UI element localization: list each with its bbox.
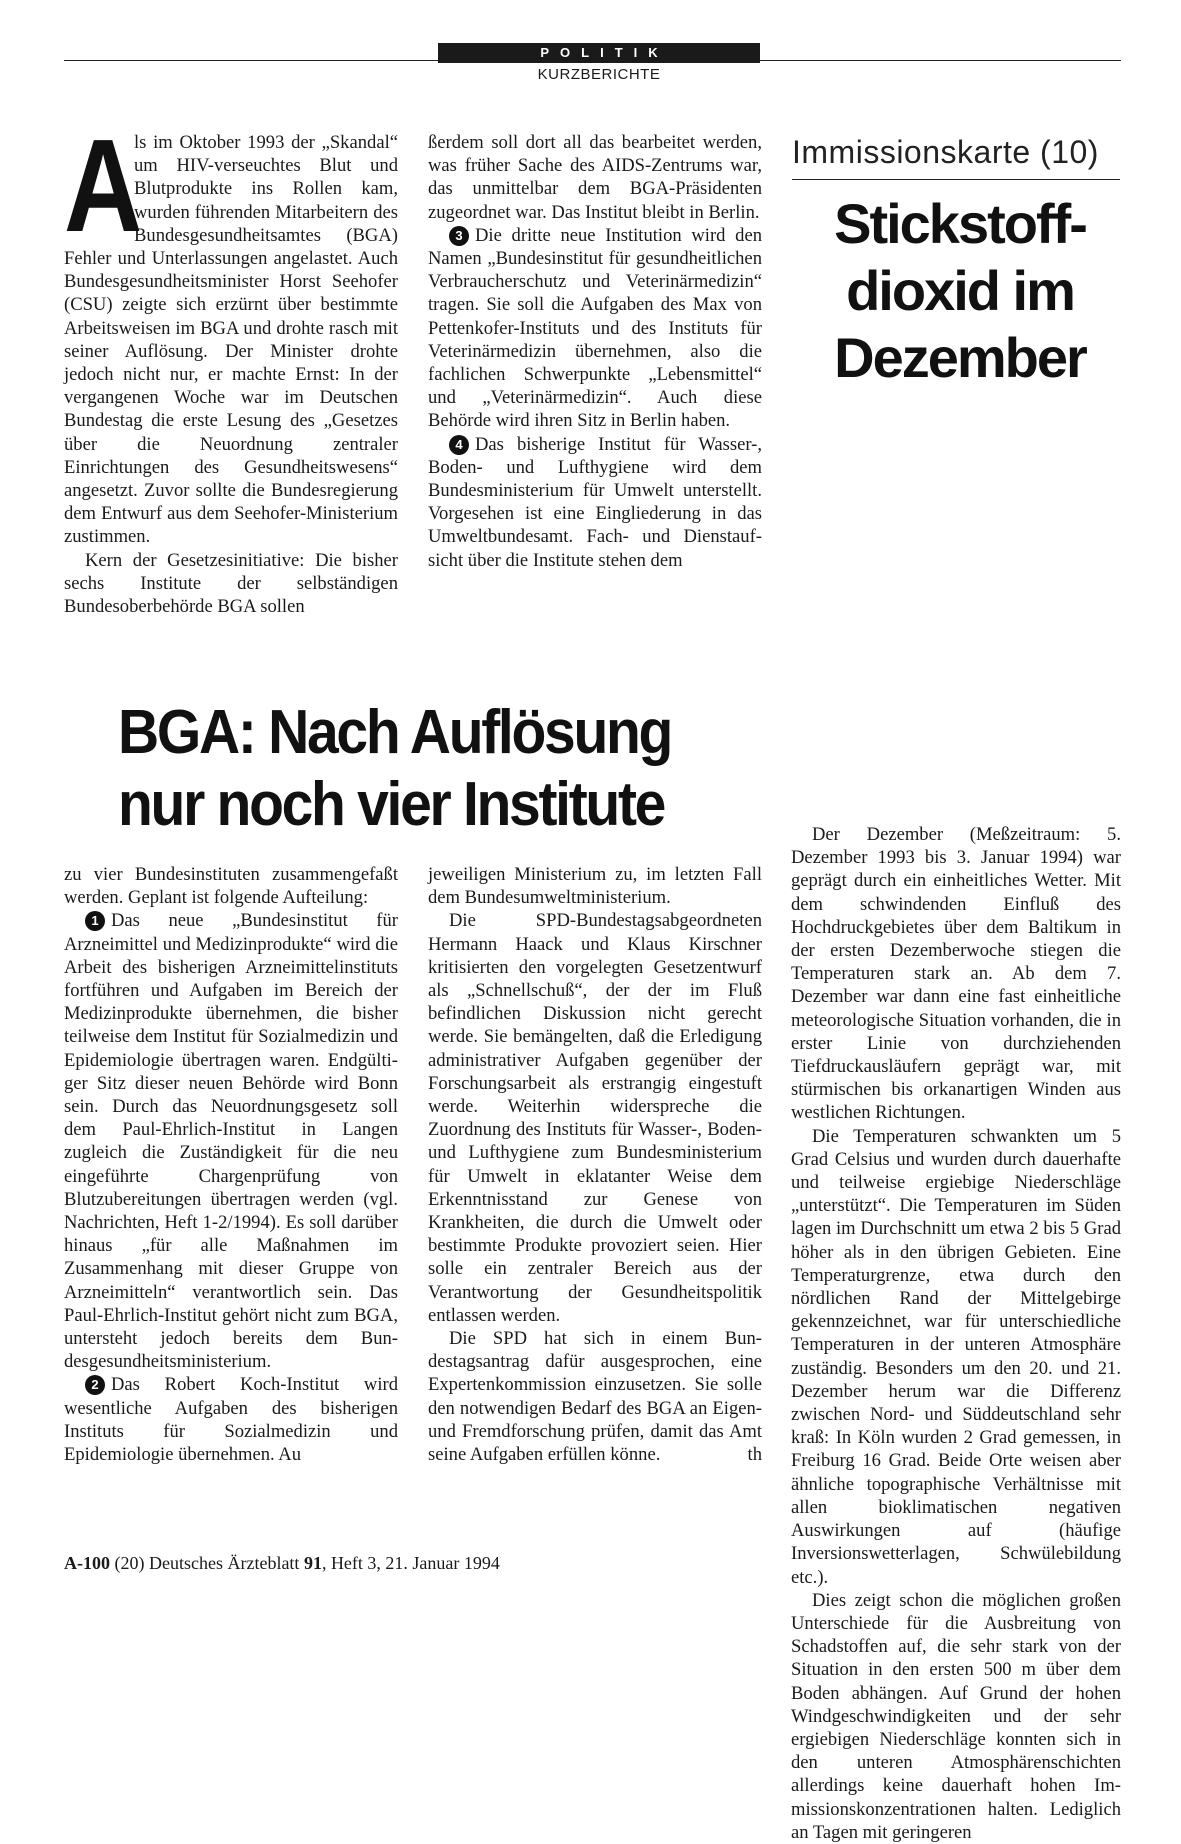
number-4-icon: 4 — [449, 435, 469, 455]
footer-publication: (20) Deutsches Ärzteblatt — [114, 1553, 300, 1573]
article-paragraph: Das Robert Koch-Institut wird wesentliche Aufgaben des bisherigen Instituts für Sozialmedizin und Epidemiologie übernehmen. Au — [64, 1374, 398, 1466]
page-number: A-100 — [64, 1553, 110, 1573]
article-paragraph: ls im Oktober 1993 der „Skandal“ um HIV-verseuchtes Blut und Blutprodukte ins Rollen kam, wurden führenden Mitarbeitern des Bundesgesundheitsamtes (BGA) Fehler und Unterlassungen angelastet. Auch Bundesgesundheitsminister Horst Seehofer (CSU) zeigte sich erzürnt über bestimmte Arbeitsweisen im BGA und drohte rasch mit seiner Auflösung. Der Minister drohte jedoch nicht nur, er machte Ernst: In der vergangenen Woche war im Deutschen Bundestag die erste Lesung des „Gesetzes über die Neuordnung zentraler Einrichtungen des Gesundheitswesens“ angesetzt. Zuvor sollte die Bundesregierung dem Entwurf aus dem Seehofer-Ministerium zustimmen. — [64, 132, 398, 548]
number-3-icon: 3 — [449, 226, 469, 246]
sidebar-paragraph: Dies zeigt schon die möglichen großen Unterschiede für die Ausbreitung von Schadstoffen auf, die sehr stark von der Situation in den ersten 500 m über dem Boden abhängen. Auf Grund der hohen Windgeschwindigkeiten und der sehr ergiebigen Niederschläge konnten sich in den unteren Atmosphärenschichten allerdings keine dauerhaft hohen Immissionskonzentrationen halten. Lediglich an Tagen mit geringeren — [791, 1589, 1121, 1843]
sidebar-headline-line-1: Stickstoff- — [834, 192, 1086, 255]
sidebar-column — [791, 823, 1121, 1844]
article-paragraph: jeweiligen Ministerium zu, im letzten Fall dem Bundesumweltministerium. — [428, 864, 762, 909]
article-paragraph: Die SPD-Bundestagsabgeordneten Hermann Haack und Klaus Kirschner kritisierten den vorgelegten Gesetzentwurf als „Schnellschuß“, der der im Fluß befindlichen Diskussion nicht gerecht werde. Sie bemängelten, daß die Erledigung administrativer Aufgaben gegenüber der Forschungsarbeit als erstrangig eingestuft werde. Weiterhin widerspreche die Zuordnung des Instituts für Wasser-, Boden- und Lufthygiene zum Bundesministerium für Umwelt in eklatanter Weise dem Erkenntnisstand zur Genese von Krankheiten, die durch die Umwelt oder bestimmte Produkte provoziert seien. Hier solle ein zentraler Bereich aus der Verantwortung der Gesundheitspolitik entlassen werden. — [428, 910, 762, 1326]
drop-cap: A — [64, 112, 143, 259]
article-paragraph: Das bisherige Institut für Wasser-, Boden- und Lufthygiene wird dem Bundesministerium für Umwelt unterstellt. Vorgesehen ist eine Eingliederung in das Umweltbundesamt. Fach- und Dienstaufsicht über die Institute stehen dem — [428, 433, 762, 571]
sidebar-headline — [790, 190, 1130, 391]
sidebar-paragraph: Der Dezember (Meßzeitraum: 5. Dezember 1993 bis 3. Januar 1994) war geprägt durch ein einheitliches Wetter. Mit dem schwindenden Einfluß des Hochdruckgebietes über dem Baltikum in der ersten Dezemberwoche stiegen die Temperaturen stark an. Ab dem 7. Dezember war dann eine fast einheitliche meteorologische Situation vorhanden, die in erster Linie von durchziehenden Tiefdruckausläufern geprägt war, mit stürmischen bis orkanartigen Winden aus westlichen Richtungen. — [791, 824, 1121, 1124]
subsection-label: KURZBERICHTE — [537, 66, 661, 83]
headline-line-2: nur noch vier Institute — [118, 770, 665, 839]
sidebar-kicker-rule — [792, 179, 1120, 180]
author-signature: th — [747, 1444, 762, 1466]
footer-issue-date: , Heft 3, 21. Januar 1994 — [321, 1553, 500, 1573]
article-column-2-bottom — [428, 863, 762, 1466]
footer-volume: 91 — [303, 1553, 322, 1573]
article-column-1-top — [64, 112, 398, 618]
article-column-1-bottom — [64, 863, 398, 1466]
number-1-icon: 1 — [85, 911, 105, 931]
article-paragraph: Das neue „Bundesinstitut für Arzneimittel und Medizinprodukte“ wird die Arbeit des bisherigen Arzneimittelinstituts fortführen und Aufgaben im Bereich der Medizinprodukte übernehmen, die bisher teilweise dem Institut für Sozialmedizin und Epidemiologie übertragen waren. Endgültiger Sitz dieser neuen Behörde wird Bonn sein. Durch das Neuordnungsgesetz soll dem Paul-Ehrlich-Institut in Langen zugleich die Zuständigkeit für die neu eingeführte Chargenprüfung von Blutzubereitungen übertragen werden (vgl. Nachrichten, Heft 1-2/1994). Es soll darüber hinaus „für alle Maßnahmen im Zusammenhang mit dieser Gruppe von Arzneimitteln“ verantwortlich sein. Das Paul-Ehrlich-Institut gehört nicht zum BGA, untersteht jedoch bereits dem Bundesgesundheitsministerium. — [64, 910, 398, 1373]
sidebar-kicker: Immissionskarte (10) — [792, 134, 1099, 170]
sidebar-headline-line-3: Dezember — [834, 326, 1086, 389]
article-paragraph: Kern der Gesetzesinitiative: Die bisher sechs Institute der selbständigen Bundesoberbehörde BGA sollen — [64, 549, 398, 618]
page-footer — [64, 1553, 500, 1574]
sidebar-headline-line-2: dioxid im — [846, 259, 1074, 322]
article-paragraph: zu vier Bundesinstituten zusammengefaßt werden. Geplant ist folgende Aufteilung: — [64, 864, 398, 909]
article-paragraph: Die dritte neue Institution wird den Namen „Bundesinstitut für gesundheitlichen Verbraucherschutz und Veterinärmedizin“ tragen. Sie soll die Aufgaben des Max von Pettenkofer-Instituts und des Instituts für Veterinärmedizin übernehmen, also die fachlichen Schwerpunkte „Lebensmittel“ und „Veterinärmedizin“. Auch diese Behörde wird ihren Sitz in Berlin haben. — [428, 224, 762, 432]
article-column-2-top — [428, 131, 762, 572]
article-paragraph: Die SPD hat sich in einem Bundestagsantrag dafür ausgesprochen, eine Expertenkommission einzusetzen. Sie solle den notwendigen Bedarf des BGA an Eigen- und Fremdforschung prüfen, damit das Amt seine Aufgaben erfüllen könne. — [428, 1328, 762, 1466]
sidebar-paragraph: Die Temperaturen schwankten um 5 Grad Celsius und wurden durch dauerhafte und teilweise ergiebige Niederschläge „unterstützt“. Die Temperaturen im Süden lagen im Durchschnitt um etwa 2 bis 5 Grad höher als in den übrigen Gebieten. Eine Temperaturgrenze, etwa durch den nördlichen Rand der Mittelgebirge gekennzeichnet, war für unterschiedliche Temperaturen in der unteren Atmosphäre zuständig. Besonders um den 20. und 21. Dezember herum war die Differenz zwischen Nord- und Süddeutschland sehr kraß: In Köln wurden 2 Grad gemessen, in Freiburg 16 Grad. Beide Orte weisen aber ähnliche topographische Verhältnisse mit allen bioklimatischen negativen Auswirkungen auf (häufige Inversionswetterlagen, Schwülebildung etc.). — [791, 1125, 1121, 1588]
number-2-icon: 2 — [85, 1375, 105, 1395]
article-headline — [118, 697, 768, 841]
headline-line-1: BGA: Nach Auflösung — [118, 698, 672, 767]
section-label: POLITIK — [438, 43, 760, 63]
article-paragraph: ßerdem soll dort all das bearbeitet werden, was früher Sache des AIDS-Zentrums war, das unmittelbar dem BGA-Präsidenten zugeordnet war. Das Institut bleibt in Berlin. — [428, 132, 762, 223]
